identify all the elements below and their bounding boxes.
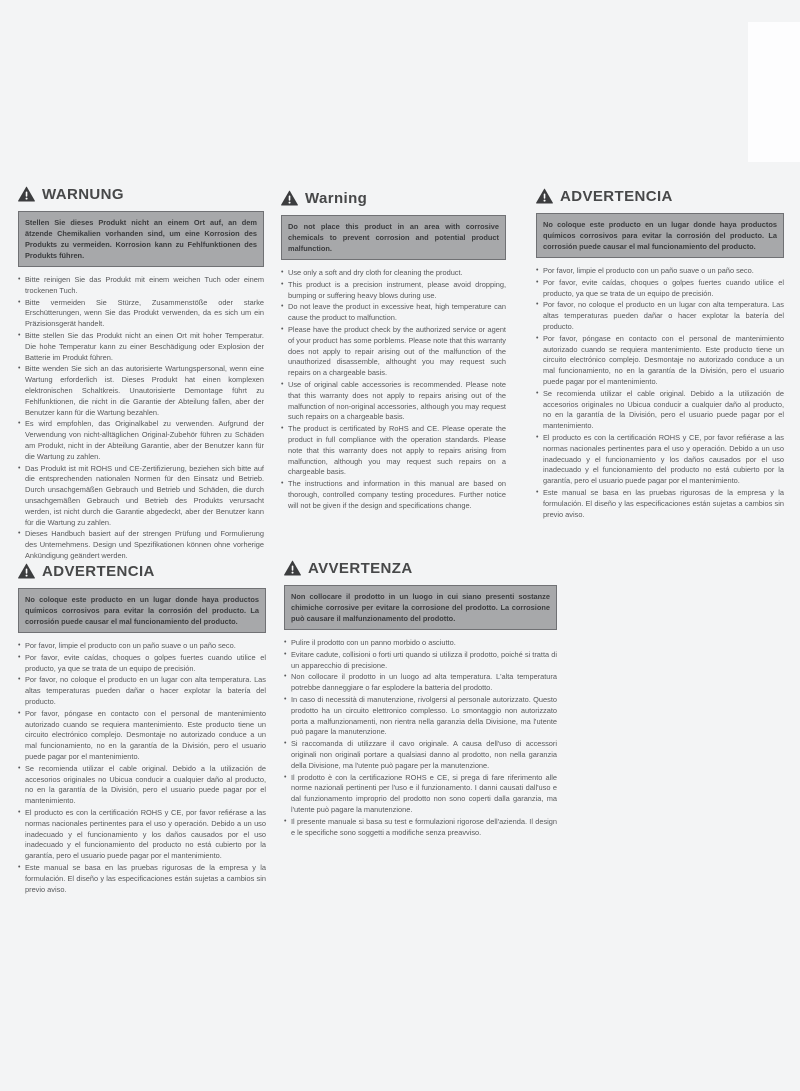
list-item: • Por favor, no coloque el producto en un lugar con alta temperatura. Las altas temperaturas pueden dañar o hacer explotar la batería del producto. (536, 300, 784, 332)
list-item: • Il presente manuale si basa su test e formulazioni rigorose dell'azienda. Il design e le specifiche sono soggetti a modifiche senza preavviso. (284, 817, 557, 839)
bullet-list (284, 638, 557, 838)
section-warnung-german (18, 186, 264, 563)
list-item: • Das Produkt ist mit ROHS und CE-Zertifizierung, beziehen sich bitte auf die entsprechenden nationalen Normen für den Einsatz und Betrieb. Durch unsachgemäßen Gebrauch und Betrieb und Schäden, die durch unsachgemäßen Gebrauch und Betrieb des Produkts verursacht werden, ist nicht durch die Garantie abgedeckt, aber der Benutzer kann für die Wartung zu zahlen. (18, 464, 264, 529)
warning-triangle-icon (281, 190, 298, 206)
list-item: • Non collocare il prodotto in un luogo ad alta temperatura. L'alta temperatura potrebbe danneggiare o far esplodere la batteria del prodotto. (284, 672, 557, 694)
list-item: • Por favor, evite caídas, choques o golpes fuertes cuando utilice el producto, ya que se trata de un equipo de precisión. (536, 278, 784, 300)
warning-triangle-icon (18, 186, 35, 202)
list-item: • Es wird empfohlen, das Originalkabel zu verwenden. Aufgrund der Verwendung von nicht-alltäglichen Original-Zubehör führen zu Schäden am Produkt, nicht in der Abteilung Garantie, aber der Benutzer kann für die Wartung zu zahlen. (18, 419, 264, 462)
list-item: • Bitte wenden Sie sich an das autorisierte Wartungspersonal, wenn eine Wartung erforderlich ist. Dieses Produkt hat einen komplexen elektronischen Schaltkreis. Unautorisierte Demontage führt zu Fehlfunktionen, die nicht in die Garantie der Abteilung fallen, aber der Benutzer kann für die Wartung bezahlen. (18, 364, 264, 418)
list-item: • Por favor, póngase en contacto con el personal de mantenimiento autorizado cuando se requiera mantenimiento. Este producto tiene un circuito electrónico complejo. Desmontaje no autorizado conduce a un mal funcionamiento, no en la garantía de la División, pero el usuario puede pagar por el mantenimiento. (18, 709, 266, 763)
warning-box: No coloque este producto en un lugar donde haya productos químicos corrosivos para evitar la corrosión del producto. La corrosión puede causar el mal funcionamiento del producto. (536, 213, 784, 258)
list-item: • Este manual se basa en las pruebas rigurosas de la empresa y la formulación. El diseño y las especificaciones están sujetas a cambios sin previo aviso. (18, 863, 266, 895)
list-item: • Se recomienda utilizar el cable original. Debido a la utilización de accesorios originales no Ubicua conducir a cualquier daño al producto, no en la garantía de la División, pero el usuario puede pagar por el mantenimiento. (536, 389, 784, 432)
list-item: • Por favor, limpie el producto con un paño suave o un paño seco. (536, 266, 784, 277)
list-item: • Por favor, no coloque el producto en un lugar con alta temperatura. Las altas temperaturas pueden dañar o hacer explotar la batería del producto. (18, 675, 266, 707)
section-title: Warning (305, 189, 368, 207)
list-item: • Pulire il prodotto con un panno morbido o asciutto. (284, 638, 557, 649)
bullet-list (18, 275, 264, 562)
list-item: • Bitte stellen Sie das Produkt nicht an einen Ort mit hoher Temperatur. Die hohe Temperatur kann zu einer Beschädigung oder Explosion der Batterie im Produkt führen. (18, 331, 264, 363)
section-title: ADVERTENCIA (560, 187, 673, 205)
list-item: • Use only a soft and dry cloth for cleaning the product. (281, 268, 506, 279)
section-avvertenza-italian (284, 560, 557, 839)
list-item: • Bitte vermeiden Sie Stürze, Zusammenstöße oder starke Erschütterungen, wenn Sie das Produkt verwenden, da es sich um ein Präzisionsgerät handelt. (18, 298, 264, 330)
list-item: • El producto es con la certificación ROHS y CE, por favor refiérase a las normas nacionales pertinentes para el uso y operación. Debido a un uso inadecuado y el funcionamiento y los daños causados por el uso inadecuado y el funcionamiento del producto no está cubierto por la garantía, pero el usuario puede pagar por el mantenimiento. (18, 808, 266, 862)
section-title: AVVERTENZA (308, 559, 413, 577)
list-item: • Si raccomanda di utilizzare il cavo originale. A causa dell'uso di accessori originali non originali portare a qualsiasi danno al prodotto, non nella garanzia della Divisione, ma l'utente può pagare per la manutenzione. (284, 739, 557, 771)
list-item: • This product is a precision instrument, please avoid dropping, bumping or suffering heavy blows during use. (281, 280, 506, 302)
bullet-list (18, 641, 266, 895)
bullet-list (281, 268, 506, 512)
list-item: • The instructions and information in this manual are based on thorough, controlled company testing procedures. Further notice will not be given if the design and specifications change. (281, 479, 506, 511)
blank-panel (748, 22, 800, 162)
list-item: • Se recomienda utilizar el cable original. Debido a la utilización de accesorios originales no Ubicua conducir a cualquier daño al producto, no en la garantía de la División, pero el usuario puede pagar por el mantenimiento. (18, 764, 266, 807)
warning-triangle-icon (284, 560, 301, 576)
section-title: ADVERTENCIA (42, 562, 155, 580)
section-heading (536, 188, 784, 204)
section-advertencia-spanish-top (536, 188, 784, 521)
section-heading (281, 190, 506, 206)
section-title: WARNUNG (42, 185, 124, 203)
bullet-list (536, 266, 784, 520)
section-heading (18, 186, 264, 202)
list-item: • Il prodotto è con la certificazione ROHS e CE, si prega di fare riferimento alle norme nazionali pertinenti per l'uso e il funzionamento. I danni causati dall'uso e dal funzionamento improprio del prodotto non sono coperti dalla garanzia, ma l'utente può pagare la manutenzione. (284, 773, 557, 816)
list-item: • Do not leave the product in excessive heat, high temperature can cause the product to malfunction. (281, 302, 506, 324)
warning-triangle-icon (18, 563, 35, 579)
list-item: • El producto es con la certificación ROHS y CE, por favor refiérase a las normas nacionales pertinentes para el uso y operación. Debido a un uso inadecuado y el funcionamiento y los daños causados por el uso inadecuado y el funcionamiento del producto no está cubierto por la garantía, pero el usuario puede pagar por el mantenimiento. (536, 433, 784, 487)
list-item: • In caso di necessità di manutenzione, rivolgersi al personale autorizzato. Questo prodotto ha un circuito elettronico complesso. Lo smontaggio non autorizzato porta a malfunzionamenti, non rientra nella garanzia della Divisione, ma l'utente può pagare la manutenzione. (284, 695, 557, 738)
section-advertencia-spanish-bottom (18, 563, 266, 896)
warning-box: Stellen Sie dieses Produkt nicht an einem Ort auf, an dem ätzende Chemikalien vorhanden sind, um eine Korrosion des Produkts zu vermeiden. Korrosion kann zu Fehlfunktionen des Produkts führen. (18, 211, 264, 267)
section-warning-english (281, 190, 506, 513)
warning-triangle-icon (536, 188, 553, 204)
list-item: • The product is certificated by RoHS and CE. Please operate the product in full compliance with the operation standards. Please note that this warranty does not apply to repairs arising from malfunction, although you may request such repairs on a chargeable basis. (281, 424, 506, 478)
list-item: • Dieses Handbuch basiert auf der strengen Prüfung und Formulierung des Unternehmens. Design und Spezifikationen können ohne vorherige Ankündigung geändert werden. (18, 529, 264, 561)
warning-box: Non collocare il prodotto in un luogo in cui siano presenti sostanze chimiche corrosive per evitare la corrosione del prodotto. La corrosione può causare il malfunzionamento del prodotto. (284, 585, 557, 630)
warning-box: No coloque este producto en un lugar donde haya productos químicos corrosivos para evitar la corrosión del producto. La corrosión puede causar el mal funcionamiento del producto. (18, 588, 266, 633)
list-item: • Este manual se basa en las pruebas rigurosas de la empresa y la formulación. El diseño y las especificaciones están sujetas a cambios sin previo aviso. (536, 488, 784, 520)
list-item: • Use of original cable accessories is recommended. Please note that this warranty does not apply to repairs arising out of the malfunction of non-original accessories, although you may request such repairs on a chargeable basis. (281, 380, 506, 423)
list-item: • Por favor, limpie el producto con un paño suave o un paño seco. (18, 641, 266, 652)
section-heading (284, 560, 557, 576)
list-item: • Please have the product check by the authorized service or agent of your product has some porblems. Please note that this warranty does not apply to repair arising out of the malfunction of the unauthorized disassemble, althought you may request such repairs on a chargeable basis. (281, 325, 506, 379)
section-heading (18, 563, 266, 579)
warning-box: Do not place this product in an area with corrosive chemicals to prevent corrosion and potential product malfunction. (281, 215, 506, 260)
list-item: • Por favor, póngase en contacto con el personal de mantenimiento autorizado cuando se requiera mantenimiento. Este producto tiene un circuito electrónico complejo. Desmontaje no autorizado conduce a un mal funcionamiento, no en la garantía de la División, pero el usuario puede pagar por el mantenimiento. (536, 334, 784, 388)
list-item: • Evitare cadute, collisioni o forti urti quando si utilizza il prodotto, poiché si tratta di un apparecchio di precisione. (284, 650, 557, 672)
list-item: • Bitte reinigen Sie das Produkt mit einem weichen Tuch oder einem trockenen Tuch. (18, 275, 264, 297)
list-item: • Por favor, evite caídas, choques o golpes fuertes cuando utilice el producto, ya que se trata de un equipo de precisión. (18, 653, 266, 675)
